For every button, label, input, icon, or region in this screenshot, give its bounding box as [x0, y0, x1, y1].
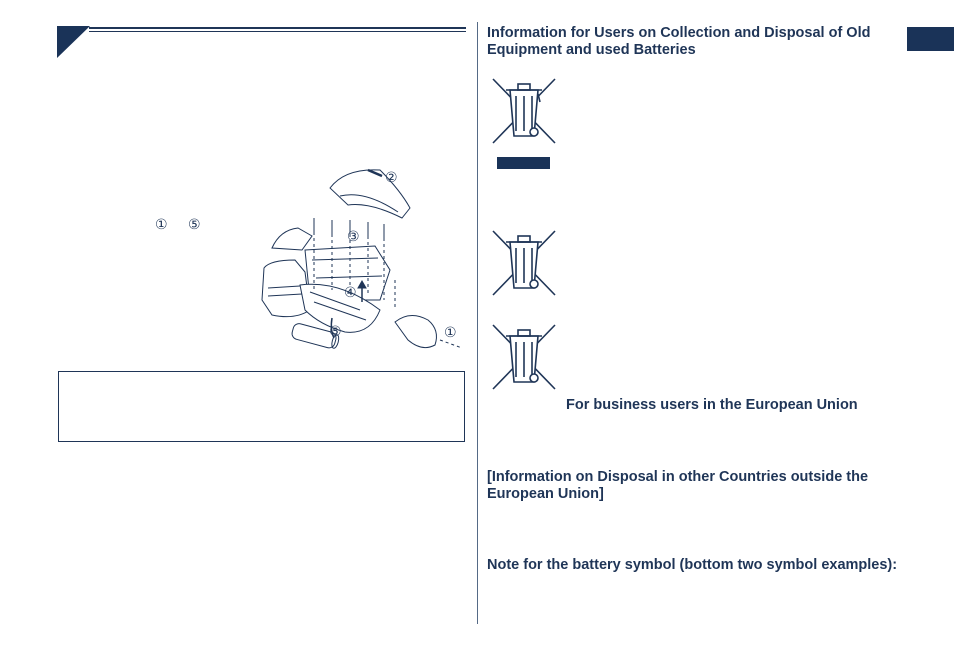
section-corner-icon [57, 26, 90, 58]
crossed-bin-icon [490, 322, 558, 392]
crossed-bin-icon [490, 228, 558, 298]
disposal-heading-line1: Information for Users on Collection and Disposal of Old [487, 25, 871, 41]
label-step-1: ① [444, 325, 457, 341]
crossed-bin-icon [490, 76, 558, 146]
section-rule-top [89, 27, 466, 29]
page-tab-marker [907, 27, 954, 51]
note-box [58, 371, 465, 442]
column-divider [477, 22, 478, 624]
disposal-heading [487, 25, 870, 59]
step-end-marker: ⑤ [188, 217, 201, 233]
section-rule-bottom [89, 31, 466, 32]
other-countries-heading [487, 469, 868, 503]
label-step-4: ④ [344, 285, 357, 301]
business-users-heading: For business users in the European Union [566, 397, 858, 413]
battery-symbol-note: Note for the battery symbol (bottom two symbol examples): [487, 557, 898, 573]
disposal-heading-line2: Equipment and used Batteries [487, 42, 696, 58]
label-step-5: ⑤ [329, 324, 342, 340]
step-start-marker: ① [155, 217, 168, 233]
label-screw-2: ② [385, 170, 398, 186]
other-countries-line1: [Information on Disposal in other Countries outside the [487, 469, 869, 485]
black-bar-marker [497, 157, 550, 169]
battery-disassembly-illustration [250, 160, 465, 360]
label-screw-3: ③ [347, 229, 360, 245]
other-countries-line2: European Union] [487, 486, 604, 502]
